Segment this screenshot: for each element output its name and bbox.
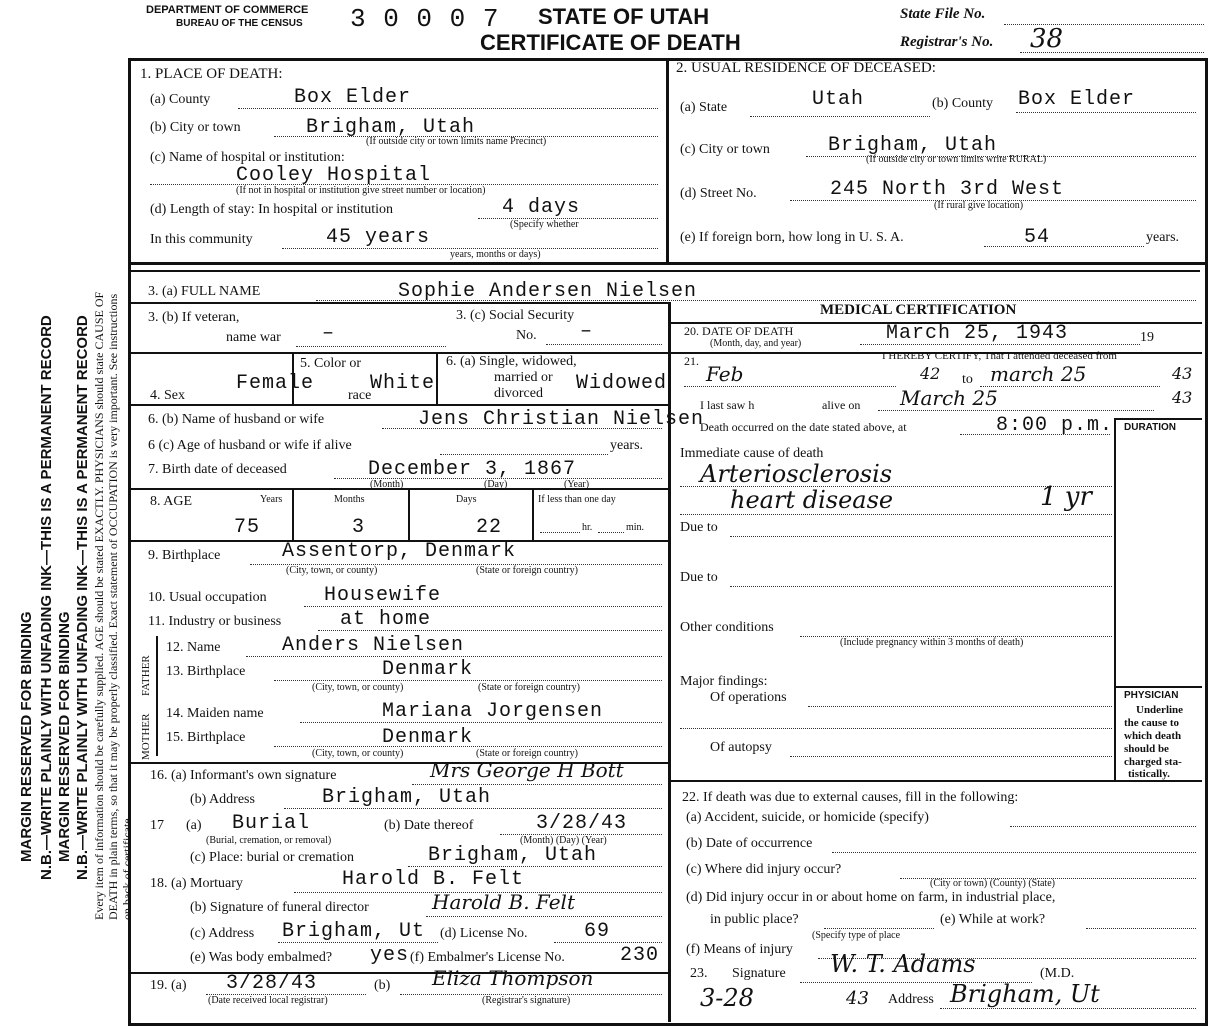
birthdate-value: December 3, 1867 [368, 458, 577, 481]
age-days: 22 [476, 516, 503, 539]
bureau-label: BUREAU OF THE CENSUS [176, 18, 303, 29]
certify-text: I HEREBY CERTIFY, That I attended deceased from [882, 350, 1117, 362]
address-label: Address [888, 992, 934, 1007]
residence-city-note: (If outside city or town limits write RURAL) [866, 154, 1047, 165]
spouse-label: 6. (b) Name of husband or wife [148, 412, 325, 427]
burial-date: 3/28/43 [536, 812, 628, 835]
margin-instructions-1: Every item of information should be carefully supplied. AGE should be stated EXACTLY. PHYSICIANS should state CAUSE OF [92, 291, 106, 920]
mother-bp-state-note: (State or foreign country) [476, 748, 578, 759]
residence-state-label: (a) State [680, 100, 728, 115]
burial-note: (Burial, cremation, or removal) [206, 835, 332, 846]
birthdate-year-note: (Year) [564, 479, 590, 490]
registrar-number-label: Registrar's No. [900, 34, 994, 50]
external-d2: in public place? [710, 912, 799, 927]
burial-date-note: (Month) (Day) (Year) [520, 835, 607, 846]
mother-side-label: MOTHER [140, 713, 152, 760]
place-hospital: Cooley Hospital [236, 164, 432, 187]
serial-number: 3 0 0 0 7 [350, 4, 500, 34]
external-b: (b) Date of occurrence [686, 836, 813, 851]
physician-note-6: tistically. [1128, 768, 1170, 780]
father-bp-city-note: (City, town, or county) [312, 682, 404, 693]
external-e: (e) While at work? [940, 912, 1046, 927]
mortuary-address-label: (c) Address [190, 926, 255, 941]
sign-date: 3-28 [700, 984, 754, 1012]
certificate-title: CERTIFICATE OF DEATH [480, 30, 741, 55]
mortuary-address: Brigham, Ut [282, 920, 426, 943]
birthdate-label: 7. Birth date of deceased [148, 462, 287, 477]
residence-county-label: (b) County [932, 96, 994, 111]
major-findings-label: Major findings: [680, 674, 768, 689]
operations-label: Of operations [710, 690, 787, 705]
margin-instructions-3: on back of certificate. [120, 815, 134, 920]
maiden-name: Mariana Jorgensen [382, 700, 604, 723]
last-saw-year: 43 [1172, 388, 1193, 407]
birthplace-city-note: (City, town, or county) [286, 565, 378, 576]
father-birthplace-label: 13. Birthplace [166, 664, 246, 679]
maiden-label: 14. Maiden name [166, 706, 264, 721]
occupation-value: Housewife [324, 584, 442, 607]
marital-value: Widowed [576, 372, 668, 395]
dod-label: 20. DATE OF DEATH [684, 324, 794, 338]
place-stay: 4 days [502, 196, 581, 219]
sign-year: 43 [846, 988, 869, 1009]
residence-street-label: (d) Street No. [680, 186, 757, 201]
embalmed-label: (e) Was body embalmed? [190, 950, 333, 965]
informant-address-label: (b) Address [190, 792, 255, 807]
embalmer-license-label: (f) Embalmer's License No. [410, 950, 565, 965]
department-label: DEPARTMENT OF COMMERCE [146, 4, 309, 16]
registrar-b-label: (b) [374, 978, 391, 993]
age-label: 8. AGE [150, 494, 192, 509]
physician-heading: PHYSICIAN [1124, 690, 1179, 701]
occupation-label: 10. Usual occupation [148, 590, 267, 605]
external-c-note: (City or town) (County) (State) [930, 878, 1055, 889]
attended-to: march 25 [990, 362, 1087, 386]
father-name: Anders Nielsen [282, 634, 465, 657]
place-heading: 1. PLACE OF DEATH: [140, 66, 283, 82]
attended-from: Feb [706, 362, 744, 386]
embalmer-license: 230 [620, 944, 660, 967]
mortuary-label: 18. (a) Mortuary [150, 876, 243, 891]
burial-value: Burial [232, 812, 311, 835]
received-label: 19. (a) [150, 978, 187, 993]
dod-19: 19 [1140, 330, 1154, 345]
spouse-name: Jens Christian Nielsen [418, 408, 705, 431]
cause-line-2: heart disease [730, 486, 894, 514]
burial-date-label: (b) Date thereof [384, 818, 474, 833]
md-label: (M.D. [1040, 966, 1075, 981]
age-years-label: Years [260, 494, 283, 505]
place-city-note: (If outside city or town limits name Precinct) [366, 136, 547, 147]
place-hospital-label: (c) Name of hospital or institution: [150, 150, 345, 165]
residence-foreign: 54 [1024, 226, 1051, 249]
external-causes-label: 22. If death was due to external causes, fill in the following: [682, 790, 1019, 805]
residence-street: 245 North 3rd West [830, 178, 1065, 201]
mother-bp-city-note: (City, town, or county) [312, 748, 404, 759]
director-label: (b) Signature of funeral director [190, 900, 369, 915]
father-birthplace: Denmark [382, 658, 474, 681]
marital-sub2: divorced [494, 386, 543, 401]
place-city: Brigham, Utah [306, 116, 476, 139]
father-bp-state-note: (State or foreign country) [478, 682, 580, 693]
sex-value: Female [236, 372, 315, 395]
residence-city: Brigham, Utah [828, 134, 998, 157]
age-min-label: min. [626, 522, 645, 533]
dod-sub: (Month, day, and year) [710, 338, 802, 349]
burial-number: 17 [150, 818, 164, 833]
place-community: 45 years [326, 226, 431, 249]
color-sub: race [348, 388, 372, 403]
external-f: (f) Means of injury [686, 942, 793, 957]
date-of-death: March 25, 1943 [886, 322, 1069, 345]
veteran-sub: name war [226, 330, 281, 345]
cause-line-1: Arteriosclerosis [700, 460, 893, 488]
father-side-label: FATHER [140, 655, 152, 696]
physician-note-4: should be [1124, 743, 1169, 755]
burial-place: Brigham, Utah [428, 844, 598, 867]
burial-a-label: (a) [186, 818, 202, 833]
other-conditions-label: Other conditions [680, 620, 774, 635]
due-to-1: Due to [680, 520, 718, 535]
registrar-note: (Registrar's signature) [482, 995, 571, 1006]
due-to-2: Due to [680, 570, 718, 585]
age-months-label: Months [334, 494, 365, 505]
industry-value: at home [340, 608, 432, 631]
marital-label: 6. (a) Single, widowed, [446, 354, 577, 369]
lastsaw-label: I last saw h [700, 398, 755, 412]
marital-sub1: married or [494, 370, 553, 385]
lastsaw-mid: alive on [822, 398, 861, 412]
margin-instructions-2: DEATH in plain terms, so that it may be properly classified. Exact statement of OCCUPATION is very important. See instructions [106, 293, 120, 920]
place-stay-label: (d) Length of stay: In hospital or institution [150, 202, 394, 217]
residence-city-label: (c) City or town [680, 142, 770, 157]
place-community-label: In this community [150, 232, 253, 247]
spouse-age-label: 6 (c) Age of husband or wife if alive [148, 438, 352, 453]
place-city-label: (b) City or town [150, 120, 241, 135]
spouse-age-unit: years. [610, 438, 644, 453]
burial-place-label: (c) Place: burial or cremation [190, 850, 355, 865]
informant-address: Brigham, Utah [322, 786, 492, 809]
color-value: White [370, 372, 436, 395]
residence-state: Utah [812, 88, 865, 111]
registrar-signature: Eliza Thompson [432, 966, 594, 990]
veteran-value: – [322, 322, 336, 345]
attended-to-label: to [962, 372, 973, 387]
director-signature: Harold B. Felt [432, 890, 575, 914]
age-months: 3 [352, 516, 366, 539]
attended-from-year: 42 [920, 364, 941, 383]
place-county: Box Elder [294, 86, 412, 109]
veteran-label: 3. (b) If veteran, [148, 310, 240, 325]
embalmed-value: yes [370, 944, 410, 967]
full-name: Sophie Andersen Nielsen [398, 280, 698, 303]
medical-heading: MEDICAL CERTIFICATION [820, 302, 1017, 318]
registrar-number: 38 [1030, 24, 1064, 54]
received-date: 3/28/43 [226, 972, 318, 995]
external-d: (d) Did injury occur in or about home on farm, in industrial place, [686, 890, 1056, 905]
residence-street-note: (If rural give location) [934, 200, 1024, 211]
place-hospital-note: (If not in hospital or institution give street number or location) [236, 185, 486, 196]
cause-duration: 1 yr [1040, 482, 1092, 512]
state-file-label: State File No. [900, 6, 986, 22]
received-note: (Date received local registrar) [208, 995, 328, 1006]
residence-foreign-label: (e) If foreign born, how long in U. S. A. [680, 230, 904, 245]
informant-signature: Mrs George H Bott [430, 758, 624, 782]
industry-label: 11. Industry or business [148, 614, 282, 629]
margin-permanent-1: N.B.—WRITE PLAINLY WITH UNFADING INK—THIS IS A PERMANENT RECORD [38, 315, 55, 880]
physician-signature: W. T. Adams [830, 950, 976, 978]
death-time: 8:00 p.m. [996, 414, 1114, 437]
margin-binding-1: MARGIN RESERVED FOR BINDING [18, 611, 35, 862]
age-days-label: Days [456, 494, 477, 505]
birthplace-value: Assentorp, Denmark [282, 540, 517, 563]
mother-birthplace-label: 15. Birthplace [166, 730, 246, 745]
physician-note-1: Underline [1136, 704, 1184, 716]
immediate-cause-label: Immediate cause of death [680, 446, 824, 461]
mother-birthplace: Denmark [382, 726, 474, 749]
external-d-note: (Specify type of place [812, 930, 901, 941]
birthplace-state-note: (State or foreign country) [476, 565, 578, 576]
birthplace-label: 9. Birthplace [148, 548, 221, 563]
sex-label: 4. Sex [150, 388, 185, 403]
external-a: (a) Accident, suicide, or homicide (specify) [686, 810, 929, 825]
mortuary-value: Harold B. Felt [342, 868, 525, 891]
autopsy-label: Of autopsy [710, 740, 772, 755]
other-conditions-note: (Include pregnancy within 3 months of death) [840, 637, 1024, 648]
birthdate-day-note: (Day) [484, 479, 508, 490]
last-saw-date: March 25 [900, 386, 998, 410]
state-heading: STATE OF UTAH [538, 4, 710, 29]
color-label: 5. Color or [300, 356, 362, 371]
age-lessday-label: If less than one day [538, 494, 616, 505]
place-community-note: years, months or days) [450, 249, 541, 260]
physician-note-3: which death [1124, 730, 1182, 742]
age-hr-label: hr. [582, 522, 593, 533]
residence-heading: 2. USUAL RESIDENCE OF DECEASED: [676, 60, 936, 76]
physician-note-5: charged sta- [1124, 756, 1182, 768]
n21-label: 21. [684, 354, 699, 368]
informant-sig-label: 16. (a) Informant's own signature [150, 768, 337, 783]
margin-binding-2: MARGIN RESERVED FOR BINDING [56, 611, 73, 862]
margin-permanent-2: N.B.—WRITE PLAINLY WITH UNFADING INK—THIS IS A PERMANENT RECORD [74, 315, 91, 880]
license-value: 69 [584, 920, 611, 943]
n23-label: 23. [690, 966, 708, 981]
place-county-label: (a) County [150, 92, 211, 107]
residence-foreign-unit: years. [1146, 230, 1180, 245]
physician-note-2: the cause to [1124, 717, 1179, 729]
attended-to-year: 43 [1172, 364, 1193, 383]
external-c: (c) Where did injury occur? [686, 862, 842, 877]
ss-sub: No. [516, 328, 537, 343]
signature-label: Signature [732, 966, 786, 981]
license-label: (d) License No. [440, 926, 528, 941]
place-stay-note: (Specify whether [510, 219, 579, 230]
age-years: 75 [234, 516, 261, 539]
physician-address: Brigham, Ut [950, 980, 1100, 1008]
duration-label: DURATION [1124, 422, 1177, 433]
ss-value: – [580, 320, 594, 343]
name-label: 3. (a) FULL NAME [148, 284, 261, 299]
residence-county: Box Elder [1018, 88, 1136, 111]
death-occurred-label: Death occurred on the date stated above, at [700, 420, 907, 434]
father-name-label: 12. Name [166, 640, 221, 655]
ss-label: 3. (c) Social Security [456, 308, 575, 323]
birthdate-month-note: (Month) [370, 479, 404, 490]
